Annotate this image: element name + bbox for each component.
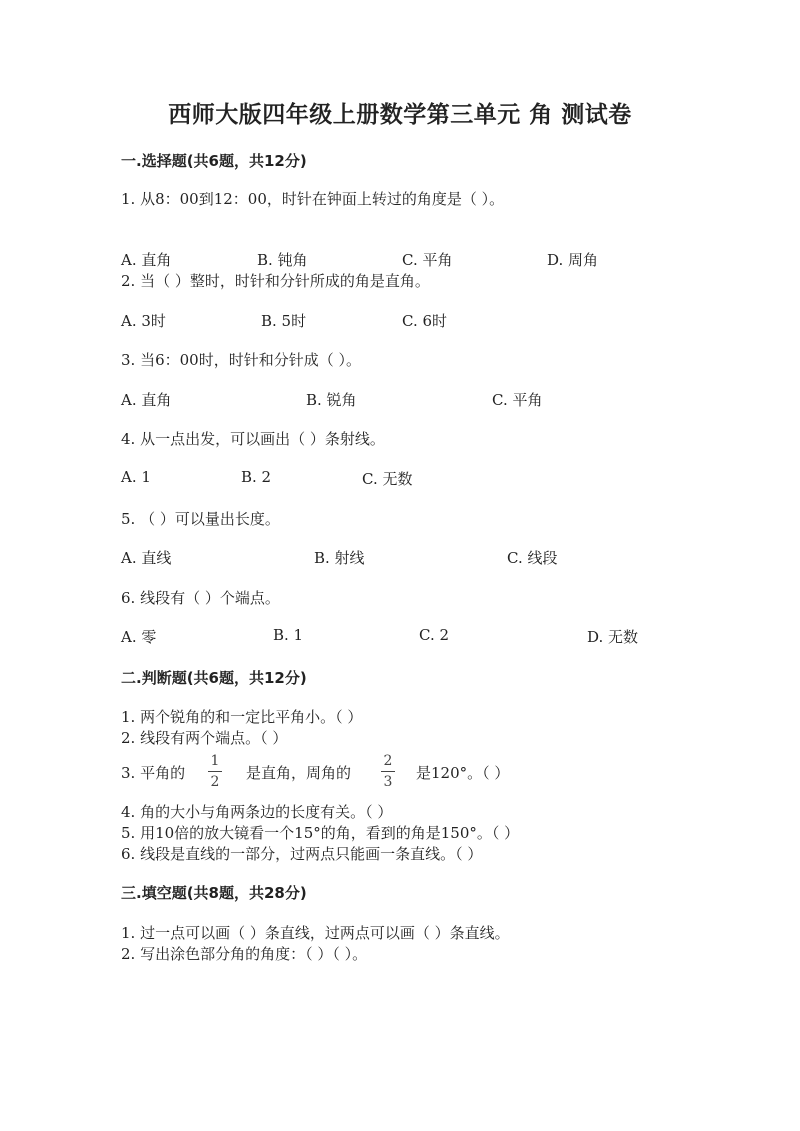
question-text: 2. 写出涂色部分角的角度：（ ）（ ）。 (121, 945, 368, 963)
option: A. 直线 (121, 549, 172, 567)
question-text-part: 是直角，周角的 (246, 764, 352, 782)
option: A. 直角 (121, 391, 172, 409)
option: C. 平角 (492, 391, 543, 409)
fraction-bar (208, 771, 222, 772)
fraction-numerator: 1 (210, 753, 220, 769)
option: B. 锐角 (306, 391, 357, 409)
question-text: 1. 从8：00到12：00，时针在钟面上转过的角度是（ ）。 (121, 190, 505, 208)
fraction-denominator: 3 (383, 774, 393, 790)
option: C. 2 (419, 626, 450, 644)
question-text: 6. 线段有（ ）个端点。 (121, 589, 280, 607)
question-text: 1. 两个锐角的和一定比平角小。（ ） (121, 708, 363, 726)
question-text: 4. 从一点出发，可以画出（ ）条射线。 (121, 430, 385, 448)
option: D. 无数 (587, 628, 639, 646)
option: D. 周角 (547, 251, 599, 269)
option: C. 无数 (362, 470, 413, 488)
option: A. 零 (121, 628, 157, 646)
option: B. 2 (241, 468, 272, 486)
option: B. 1 (273, 626, 304, 644)
option: A. 直角 (121, 251, 172, 269)
question-text: 1. 过一点可以画（ ）条直线，过两点可以画（ ）条直线。 (121, 924, 510, 942)
question-text-part: 3. 平角的 (121, 764, 186, 782)
question-text: 4. 角的大小与角两条边的长度有关。（ ） (121, 803, 393, 821)
page-title: 西师大版四年级上册数学第三单元 角 测试卷 (168, 102, 632, 128)
question-text: 3. 当6：00时，时针和分针成（ ）。 (121, 351, 361, 369)
fraction (205, 753, 225, 790)
option: B. 射线 (314, 549, 365, 567)
section-heading-fill: 三.填空题(共8题，共28分) (121, 884, 307, 902)
option: C. 平角 (402, 251, 453, 269)
option: B. 5时 (261, 312, 307, 330)
fraction-denominator: 2 (210, 774, 220, 790)
fraction-numerator: 2 (383, 753, 393, 769)
option: B. 钝角 (257, 251, 308, 269)
section-heading-choice: 一.选择题(共6题，共12分) (121, 152, 307, 170)
option: A. 1 (121, 468, 151, 486)
option: C. 线段 (507, 549, 558, 567)
fraction-bar (381, 771, 395, 772)
question-text: 6. 线段是直线的一部分，过两点只能画一条直线。（ ） (121, 845, 483, 863)
option: C. 6时 (402, 312, 448, 330)
option: A. 3时 (121, 312, 166, 330)
question-text: 5. 用10倍的放大镜看一个15°的角，看到的角是150°。（ ） (121, 824, 520, 842)
section-heading-judge: 二.判断题(共6题，共12分) (121, 669, 307, 687)
question-text: 5. （ ）可以量出长度。 (121, 510, 280, 528)
question-text: 2. 当（ ）整时，时针和分针所成的角是直角。 (121, 272, 430, 290)
question-text: 2. 线段有两个端点。（ ） (121, 729, 288, 747)
question-text-part: 是120°。（ ） (416, 764, 510, 782)
fraction (378, 753, 398, 790)
